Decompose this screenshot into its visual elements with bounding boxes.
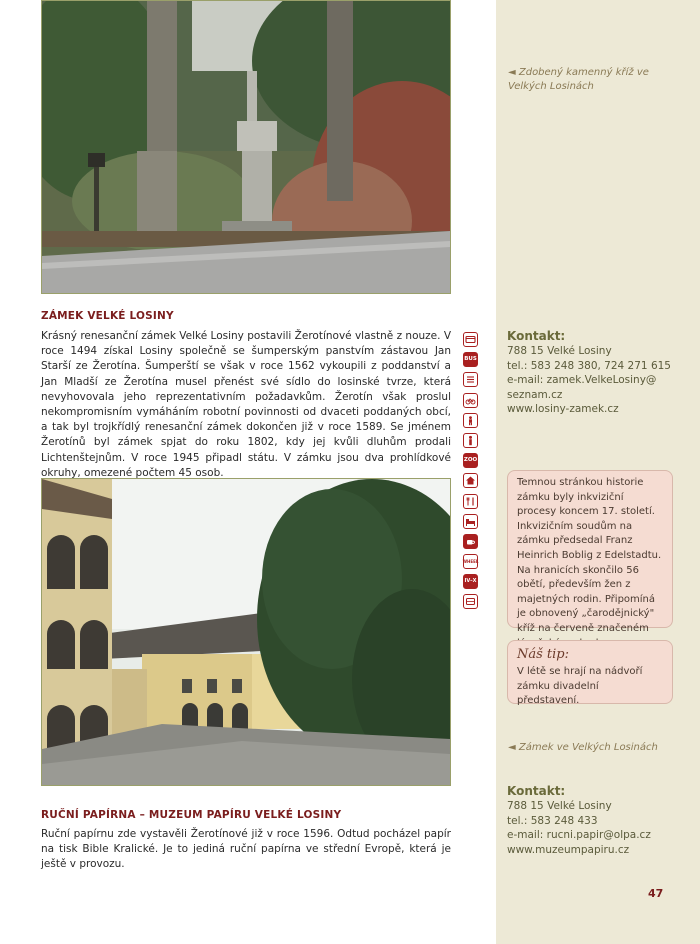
house-icon <box>463 473 478 488</box>
contact-paper-mill <box>507 783 697 857</box>
contact-phone: tel.: 583 248 380, 724 271 615 <box>507 359 671 372</box>
contact-address: 788 15 Velké Losiny <box>507 345 612 357</box>
photo-stone-cross <box>41 0 451 294</box>
contact-address: 788 15 Velké Losiny <box>507 800 612 812</box>
contact-castle <box>507 328 697 417</box>
accommodation-icon <box>463 514 478 529</box>
season-icon: IV–X <box>463 574 478 589</box>
page-number: 47 <box>648 887 664 900</box>
photo-caption-cross: ◄ Zdobený kamenný kříž ve Velkých Losinách <box>508 67 649 92</box>
zoo-icon: ZOO <box>463 453 478 468</box>
article-body-castle: Krásný renesanční zámek Velké Losiny postavili Žerotínové vlastně z nouze. V roce 1494 získal Losiny společně se šumperským panstvím zástavou Jan Starší ze Žerotína. Šumperští se však v roce 1562 vykoupili z poddanství a Jan Mladší ze Žerotína musel přenést své sídlo do losinské tvrze, která nevyhovovala jeho reprezentativním požadavkům. Žerotín však proslul nekompromisním vymáháním robotní povinnosti od dvaceti poddaných obcí, a tak byl trojkřídlý renesanční zámek dokončen již v roce 1589. Se jménem Žerotínů byl zámek spjat do roku 1802, kdy jej kvůli dluhům prodali Lichtenštejnům. V roce 1945 připadl státu. V zámku jsou dva prohlídkové okruhy, omezené počtem 45 osob. <box>41 330 451 479</box>
restaurant-icon <box>463 494 478 509</box>
contact-phone: tel.: 583 248 433 <box>507 814 598 827</box>
person-icon <box>463 433 478 448</box>
tip-box <box>507 640 673 707</box>
card-icon <box>463 332 478 347</box>
contact-heading: Kontakt: <box>507 784 566 798</box>
contact-email-cont[interactable]: seznam.cz <box>507 388 563 401</box>
tip-text: V létě se hrají na nádvoří zámku divadelní představení. <box>517 666 643 707</box>
tip-heading: Náš tip: <box>517 647 570 662</box>
coffee-icon <box>463 534 478 549</box>
contact-website[interactable]: www.muzeumpapiru.cz <box>507 843 630 856</box>
contact-heading: Kontakt: <box>507 329 566 343</box>
contact-email[interactable]: e-mail: rucni.papir@olpa.cz <box>507 829 651 841</box>
menu-icon <box>463 372 478 387</box>
wheelchair-icon: WHEEL <box>463 554 478 569</box>
contact-email[interactable]: e-mail: zamek.VelkeLosiny@ <box>507 374 657 386</box>
child-icon <box>463 413 478 428</box>
ticket-icon <box>463 594 478 609</box>
bicycle-icon <box>463 393 478 408</box>
history-box: Temnou stránkou historie zámku byly inkviziční procesy koncem 17. století. Inkvizičním soudům na zámku předsedal Franz Heinrich Boblig z Edelstadtu. Na hranicích skončilo 56 obětí, především žen z majetných rodin. Připomíná je obnovený „čarodějnický" kříž na červeně značeném <box>507 470 673 628</box>
photo-caption-castle: ◄ Zámek ve Velkých Losinách <box>508 742 658 753</box>
bus-icon: BUS <box>463 352 478 367</box>
article-title-castle: ZÁMEK VELKÉ LOSINY <box>41 310 174 322</box>
amenity-icons <box>463 332 480 615</box>
article-title-paper-mill: RUČNÍ PAPÍRNA – MUZEUM PAPÍRU VELKÉ LOSINY <box>41 809 342 821</box>
contact-website[interactable]: www.losiny-zamek.cz <box>507 403 619 415</box>
photo-castle-courtyard <box>41 478 451 786</box>
article-body-paper-mill: Ruční papírnu zde vystavěli Žerotínové již v roce 1596. Odtud pocházel papír na tisk Bible Kralické. Je to jediná ruční papírna ve střední Evropě, která je ještě v provozu. <box>41 828 451 871</box>
